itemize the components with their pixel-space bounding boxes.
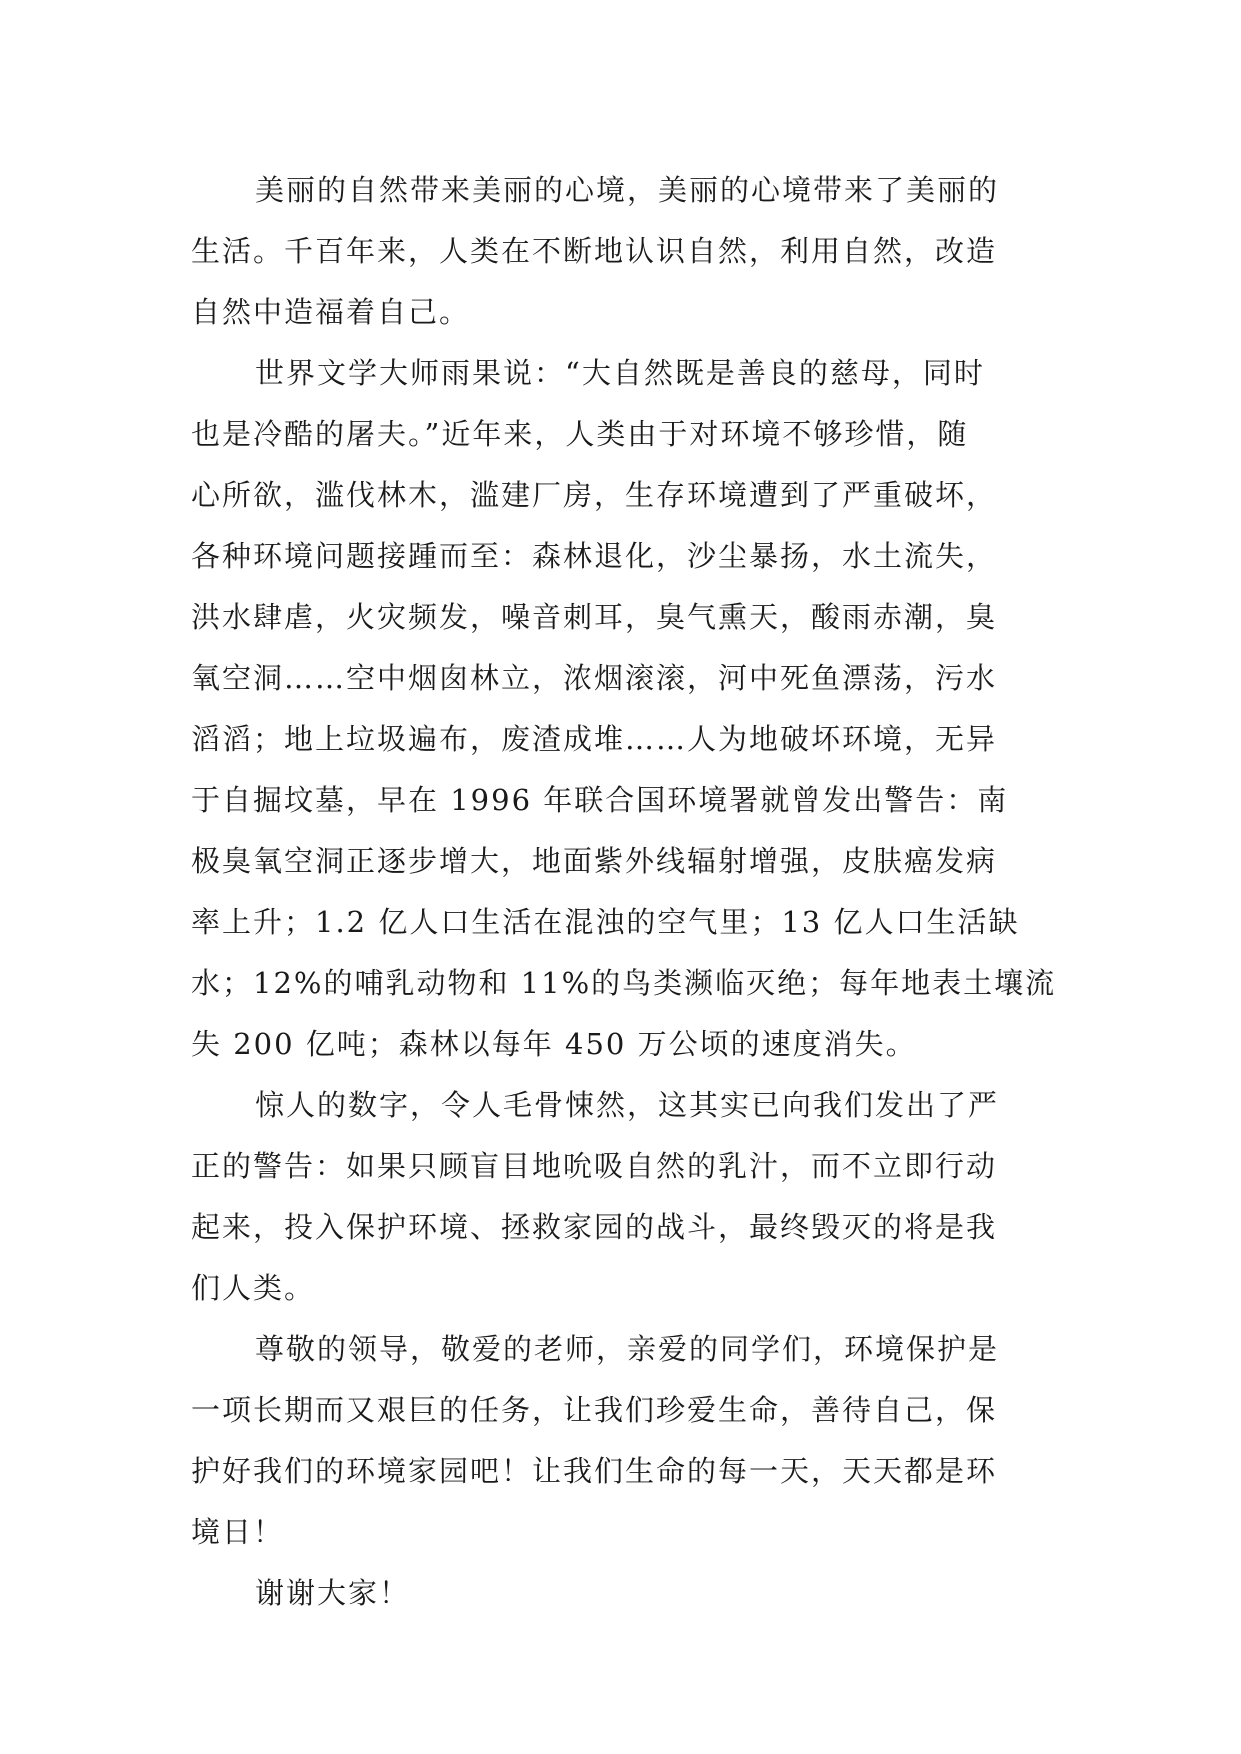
paragraph-line: 惊人的数字，令人毛骨悚然，这其实已向我们发出了严 <box>255 1088 1000 1122</box>
paragraph-line: 谢谢大家！ <box>255 1576 411 1610</box>
paragraph-line: 护好我们的环境家园吧！让我们生命的每一天，天天都是环 <box>191 1454 998 1488</box>
paragraph-line: 们人类。 <box>191 1271 316 1305</box>
paragraph-1 <box>191 160 1051 343</box>
paragraph-line: 自然中造福着自己。 <box>191 295 471 329</box>
paragraph-line: 境日！ <box>191 1515 285 1549</box>
paragraph-line: 美丽的自然带来美丽的心境，美丽的心境带来了美丽的 <box>255 173 1000 207</box>
paragraph-line: 也是冷酷的屠夫。”近年来，人类由于对环境不够珍惜，随 <box>191 417 969 451</box>
paragraph-line: 世界文学大师雨果说：“大自然既是善良的慈母，同时 <box>255 356 985 390</box>
paragraph-line: 率上升；1.2 亿人口生活在混浊的空气里；13 亿人口生活缺 <box>191 905 1020 939</box>
paragraph-3 <box>191 1075 1051 1319</box>
paragraph-line: 洪水肆虐，火灾频发，噪音刺耳，臭气熏天，酸雨赤潮，臭 <box>191 600 998 634</box>
paragraph-line: 于自掘坟墓，早在 1996 年联合国环境署就曾发出警告：南 <box>191 783 1009 817</box>
paragraph-line: 极臭氧空洞正逐步增大，地面紫外线辐射增强，皮肤癌发病 <box>191 844 998 878</box>
paragraph-line: 失 200 亿吨；森林以每年 450 万公顷的速度消失。 <box>191 1027 917 1061</box>
paragraph-line: 一项长期而又艰巨的任务，让我们珍爱生命，善待自己，保 <box>191 1393 998 1427</box>
paragraph-line: 各种环境问题接踵而至：森林退化，沙尘暴扬，水土流失， <box>191 539 998 573</box>
paragraph-line: 起来，投入保护环境、拯救家园的战斗，最终毁灭的将是我 <box>191 1210 998 1244</box>
paragraph-line: 滔滔；地上垃圾遍布，废渣成堆……人为地破坏环境，无异 <box>191 722 998 756</box>
paragraph-line: 生活。千百年来，人类在不断地认识自然，利用自然，改造 <box>191 234 998 268</box>
paragraph-2 <box>191 343 1057 1075</box>
paragraph-line: 尊敬的领导，敬爱的老师，亲爱的同学们，环境保护是 <box>255 1332 1000 1366</box>
paragraph-line: 正的警告：如果只顾盲目地吮吸自然的乳汁，而不立即行动 <box>191 1149 998 1183</box>
paragraph-line: 水；12%的哺乳动物和 11%的鸟类濒临灭绝；每年地表土壤流 <box>191 966 1057 1000</box>
paragraph-5 <box>191 1563 1051 1624</box>
paragraph-4 <box>191 1319 1051 1563</box>
paragraph-line: 氧空洞……空中烟囱林立，浓烟滚滚，河中死鱼漂荡，污水 <box>191 661 998 695</box>
document-body <box>191 160 1057 1624</box>
paragraph-line: 心所欲，滥伐林木，滥建厂房，生存环境遭到了严重破坏， <box>191 478 998 512</box>
